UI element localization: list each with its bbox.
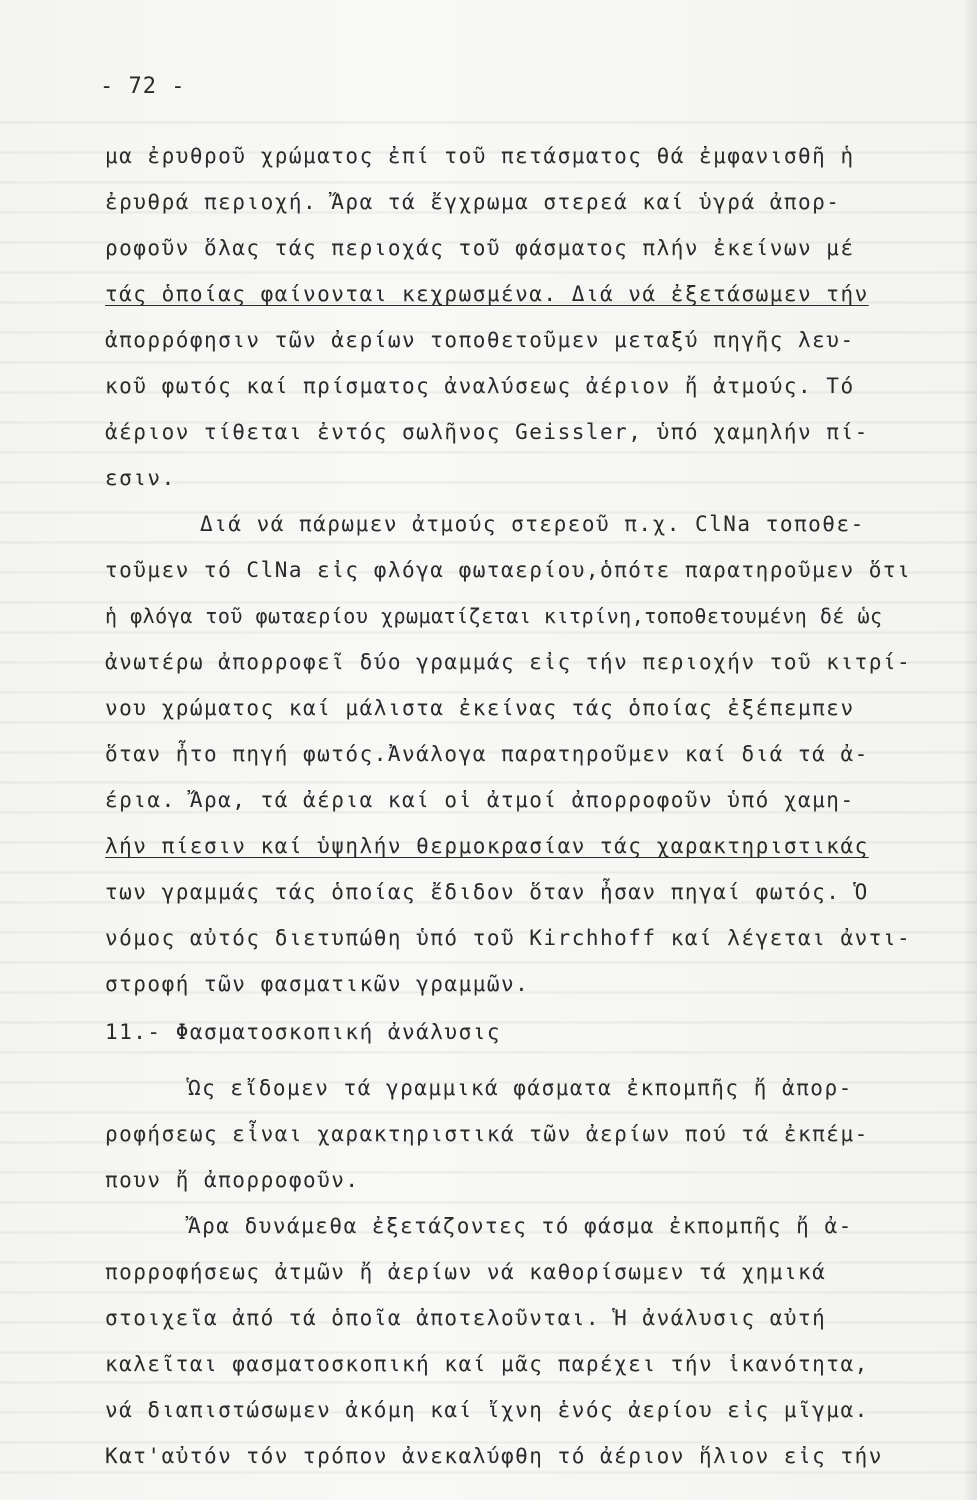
text-line: νου χρώματος καί μάλιστα ἐκείνας τάς ὁποίας ἐξέπεμπεν xyxy=(105,696,855,720)
text-line: πουν ἤ ἀπορροφοῦν. xyxy=(105,1168,360,1192)
text-line: ροφήσεως εἶναι χαρακτηριστικά τῶν ἀερίων πού τά ἐκπέμ- xyxy=(105,1122,869,1146)
page-edge-shadow xyxy=(963,0,977,1500)
text-line: ὅταν ἦτο πηγή φωτός.Ἀνάλογα παρατηροῦμεν καί διά τά ἀ- xyxy=(105,742,869,766)
text-line: στοιχεῖα ἀπό τά ὁποῖα ἀποτελοῦνται. Ἡ ἀνάλυσις αὐτή xyxy=(105,1306,827,1330)
text-line: ἡ φλόγα τοῦ φωταερίου χρωματίζεται κιτρίνη,τοποθετουμένη δέ ὡς xyxy=(105,604,883,628)
text-line: κοῦ φωτός καί πρίσματος ἀναλύσεως ἀέριον ἤ ἀτμούς. Τό xyxy=(105,374,855,398)
text-line: Κατ'αὐτόν τόν τρόπον ἀνεκαλύφθη τό ἀέριον ἥλιον εἰς τήν xyxy=(105,1444,883,1468)
text-line: έρια. Ἄρα, τά ἀέρια καί οἱ ἀτμοί ἀπορροφοῦν ὑπό χαμη- xyxy=(105,788,855,812)
text-line: νά διαπιστώσωμεν ἀκόμη καί ἴχνη ἑνός ἀερίου εἰς μῖγμα. xyxy=(105,1398,869,1422)
text-line: πορροφήσεως ἀτμῶν ἤ ἀερίων νά καθορίσωμεν τά χημικά xyxy=(105,1260,827,1284)
page-number: - 72 - xyxy=(100,74,186,99)
text-line: ἐρυθρά περιοχή. Ἄρα τά ἔγχρωμα στερεά καί ὑγρά ἀπορ- xyxy=(105,190,841,214)
text-line: ἀέριον τίθεται ἐντός σωλῆνος Geissler, ὑπό χαμηλήν πί- xyxy=(105,420,869,444)
paragraph-start-line: Ἄρα δυνάμεθα ἐξετάζοντες τό φάσμα ἐκπομπῆς ἤ ἀ- xyxy=(188,1214,853,1238)
text-line: των γραμμάς τάς ὁποίας ἔδιδον ὅταν ἦσαν πηγαί φωτός. Ὁ xyxy=(105,880,869,904)
text-line: ροφοῦν ὅλας τάς περιοχάς τοῦ φάσματος πλήν ἐκείνων μέ xyxy=(105,236,855,260)
paragraph-start-line: Διά νά πάρωμεν ἀτμούς στερεοῦ π.χ. ClNa τοποθε- xyxy=(200,512,865,536)
underlined-text-line: τάς ὁποίας φαίνονται κεχρωσμένα. Διά νά ἐξετάσωμεν τήν xyxy=(105,282,869,306)
text-line: ἀνωτέρω ἀπορροφεῖ δύο γραμμάς εἰς τήν περιοχήν τοῦ κιτρί- xyxy=(105,650,912,674)
text-line: εσιν. xyxy=(105,466,176,490)
text-line: τοῦμεν τό ClNa εἰς φλόγα φωταερίου,ὁπότε παρατηροῦμεν ὅτι xyxy=(105,558,912,582)
paragraph-start-line: Ὡς εἴδομεν τά γραμμικά φάσματα ἐκπομπῆς ἤ ἀπορ- xyxy=(188,1076,853,1100)
text-line: νόμος αὐτός διετυπώθη ὑπό τοῦ Kirchhoff καί λέγεται ἀντι- xyxy=(105,926,912,950)
section-heading: 11.- Φασματοσκοπική ἀνάλυσις xyxy=(105,1020,502,1044)
underlined-text-line: λήν πίεσιν καί ὑψηλήν θερμοκρασίαν τάς χαρακτηριστικάς xyxy=(105,834,869,858)
text-line: μα ἐρυθροῦ χρώματος ἐπί τοῦ πετάσματος θά ἐμφανισθῆ ἡ xyxy=(105,144,855,168)
text-line: καλεῖται φασματοσκοπική καί μᾶς παρέχει τήν ἱκανότητα, xyxy=(105,1352,869,1376)
text-line: ἀπορρόφησιν τῶν ἀερίων τοποθετοῦμεν μεταξύ πηγῆς λευ- xyxy=(105,328,855,352)
text-line: στροφή τῶν φασματικῶν γραμμῶν. xyxy=(105,972,530,996)
